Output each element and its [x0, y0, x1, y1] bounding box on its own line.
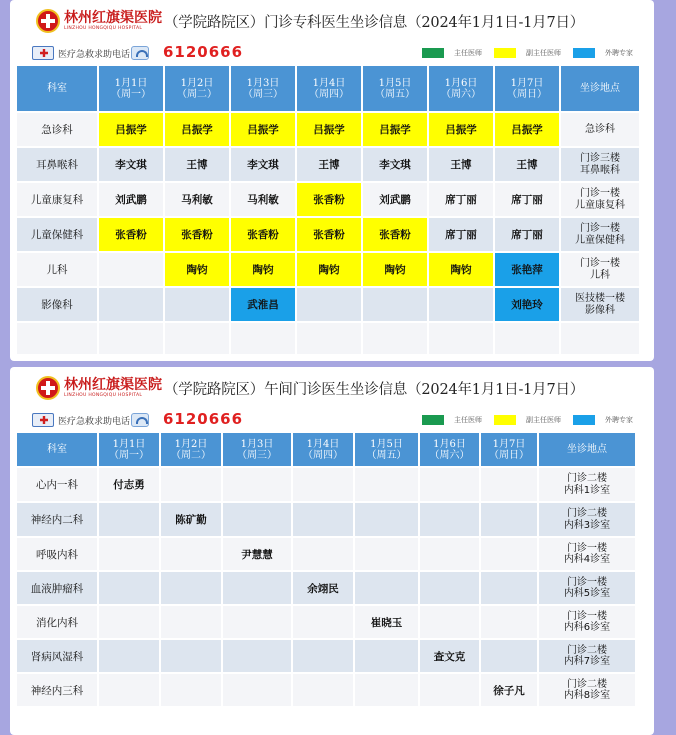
- header-day: [363, 66, 427, 111]
- doctor-cell: [481, 468, 537, 501]
- dept-cell: 儿科: [17, 253, 97, 286]
- header-day: [429, 66, 493, 111]
- table-row: [17, 253, 639, 286]
- doctor-cell: [161, 468, 221, 501]
- location-cell: [539, 538, 635, 570]
- header-location: 坐诊地点: [561, 66, 639, 111]
- header-weekday: （周六）: [441, 88, 481, 100]
- doctor-cell: 刘武鹏: [99, 183, 163, 216]
- dept-cell: 神经内二科: [17, 503, 97, 536]
- doctor-cell: [481, 538, 537, 570]
- legend-item: [494, 48, 561, 58]
- doctor-cell: 席丁丽: [495, 183, 559, 216]
- header-day: [481, 433, 537, 466]
- doctor-cell: [429, 288, 493, 321]
- location-line: 内科4诊室: [563, 554, 611, 565]
- emergency-label: 医疗急救求助电话: [58, 50, 131, 60]
- header-weekday: （周一）: [111, 88, 151, 100]
- doctor-cell: [223, 640, 291, 672]
- location-line: 内科6诊室: [563, 622, 611, 633]
- doctor-cell: [481, 503, 537, 536]
- header-date: 1月2日: [180, 77, 214, 89]
- doctor-cell: 张香粉: [297, 183, 361, 216]
- doctor-cell: [161, 640, 221, 672]
- doctor-cell: 崔晓玉: [355, 606, 418, 638]
- doctor-cell: [293, 640, 353, 672]
- doctor-cell: [161, 572, 221, 604]
- doctor-cell: 吕振学: [297, 113, 361, 146]
- doctor-cell: 马利敏: [165, 183, 229, 216]
- location-cell: [561, 218, 639, 251]
- doctor-cell: [161, 538, 221, 570]
- doctor-cell: [99, 572, 159, 604]
- location-line: 儿童康复科: [575, 199, 625, 211]
- doctor-cell: 马利敏: [231, 183, 295, 216]
- table-header-row: [17, 433, 635, 466]
- location-cell: [539, 640, 635, 672]
- emergency-label: 医疗急救求助电话: [58, 417, 131, 427]
- info-bar: [10, 409, 654, 431]
- location-line: 门诊一楼: [567, 576, 607, 588]
- dept-cell: 心内一科: [17, 468, 97, 501]
- doctor-cell: 张香粉: [165, 218, 229, 251]
- table-row: [17, 606, 635, 638]
- table-row: [17, 288, 639, 321]
- header-day: [99, 66, 163, 111]
- table-row: [17, 218, 639, 251]
- header-weekday: （周日）: [489, 449, 529, 461]
- doctor-cell: 陶钧: [429, 253, 493, 286]
- legend-swatch: [573, 48, 595, 58]
- doctor-cell: [420, 503, 479, 536]
- location-line: 儿童保健科: [575, 234, 625, 246]
- table-row: [17, 183, 639, 216]
- hospital-brand: [64, 378, 162, 399]
- doctor-cell: [165, 288, 229, 321]
- legend-label: 外聘专家: [605, 49, 633, 57]
- doctor-cell: 陶钧: [165, 253, 229, 286]
- header-weekday: （周三）: [237, 449, 277, 461]
- location-cell: [561, 183, 639, 216]
- table-row: [17, 148, 639, 181]
- doctor-cell: [99, 288, 163, 321]
- location-line: 医技楼一楼: [575, 293, 625, 304]
- header-day: [223, 433, 291, 466]
- doctor-cell: [420, 538, 479, 570]
- doctor-cell: [481, 640, 537, 672]
- header-dept: 科室: [17, 66, 97, 111]
- legend-swatch: [573, 415, 595, 425]
- dept-cell: 影像科: [17, 288, 97, 321]
- doctor-cell: 李文琪: [363, 148, 427, 181]
- doctor-cell: [99, 640, 159, 672]
- doctor-cell: 武淮昌: [231, 288, 295, 321]
- doctor-cell: [429, 323, 493, 354]
- table-header-row: [17, 66, 639, 111]
- doctor-cell: [355, 674, 418, 706]
- schedule-header: [10, 367, 654, 409]
- location-line: 影像科: [585, 304, 615, 316]
- doctor-cell: [99, 253, 163, 286]
- header-weekday: （周六）: [429, 449, 470, 461]
- table-row: [17, 113, 639, 146]
- header-date: 1月7日: [492, 438, 526, 450]
- doctor-cell: 陶钧: [231, 253, 295, 286]
- doctor-cell: [165, 323, 229, 354]
- doctor-cell: 王博: [165, 148, 229, 181]
- doctor-cell: 吕振学: [429, 113, 493, 146]
- ambulance-icon: [32, 413, 54, 427]
- phone-icon: [131, 413, 149, 427]
- doctor-cell: 吕振学: [363, 113, 427, 146]
- hospital-brand: [64, 11, 162, 32]
- legend-label: 主任医师: [454, 416, 482, 424]
- dept-cell: 肾病风湿科: [17, 640, 97, 672]
- doctor-cell: [293, 674, 353, 706]
- phone-icon: [131, 46, 149, 60]
- doctor-cell: 李文琪: [231, 148, 295, 181]
- location-line: 内科7诊室: [563, 656, 611, 667]
- location-line: 门诊一楼: [567, 542, 607, 554]
- doctor-cell: [420, 572, 479, 604]
- doctor-cell: [161, 606, 221, 638]
- header-date: 1月4日: [312, 77, 346, 89]
- doctor-cell: 陶钧: [297, 253, 361, 286]
- doctor-cell: [223, 606, 291, 638]
- header-date: 1月1日: [112, 438, 146, 450]
- header-weekday: （周五）: [366, 449, 407, 461]
- doctor-cell: [481, 606, 537, 638]
- table-row: [17, 468, 635, 501]
- table-row: [17, 640, 635, 672]
- doctor-cell: [355, 572, 418, 604]
- legend-swatch: [422, 48, 444, 58]
- doctor-cell: 张香粉: [231, 218, 295, 251]
- doctor-cell: [420, 606, 479, 638]
- legend: [422, 415, 645, 425]
- doctor-cell: [420, 468, 479, 501]
- header-day: [161, 433, 221, 466]
- doctor-cell: 吕振学: [231, 113, 295, 146]
- doctor-cell: [355, 503, 418, 536]
- doctor-cell: [99, 606, 159, 638]
- doctor-cell: 席丁丽: [429, 218, 493, 251]
- doctor-cell: 吕振学: [495, 113, 559, 146]
- doctor-cell: [223, 674, 291, 706]
- dept-cell: 血液肿瘤科: [17, 572, 97, 604]
- legend-item: [494, 415, 561, 425]
- header-day: [297, 66, 361, 111]
- table-row: [17, 503, 635, 536]
- header-date: 1月5日: [370, 438, 403, 450]
- dept-cell: 耳鼻喉科: [17, 148, 97, 181]
- header-date: 1月3日: [240, 438, 274, 450]
- doctor-cell: 王博: [297, 148, 361, 181]
- doctor-cell: [99, 323, 163, 354]
- header-date: 1月3日: [246, 77, 280, 89]
- header-weekday: （周二）: [177, 88, 217, 100]
- dept-cell: 呼吸内科: [17, 538, 97, 570]
- schedule-title: （学院路院区）午间门诊医生坐诊信息（2024年1月1日-1月7日）: [164, 381, 585, 398]
- doctor-cell: [420, 674, 479, 706]
- location-line: 内科3诊室: [563, 519, 611, 531]
- header-weekday: （周四）: [309, 88, 349, 100]
- header-weekday: （周三）: [243, 88, 283, 100]
- doctor-cell: [355, 640, 418, 672]
- doctor-cell: [297, 323, 361, 354]
- location-cell: [539, 606, 635, 638]
- location-line: 门诊二楼: [567, 473, 607, 484]
- ambulance-icon: [32, 46, 54, 60]
- legend-item: [422, 48, 482, 58]
- location-cell: [539, 468, 635, 501]
- location-cell: [539, 503, 635, 536]
- doctor-cell: [363, 323, 427, 354]
- doctor-cell: [223, 468, 291, 501]
- header-day: [99, 433, 159, 466]
- doctor-cell: 席丁丽: [495, 218, 559, 251]
- location-line: 门诊二楼: [567, 644, 607, 656]
- schedule-title: （学院路院区）门诊专科医生坐诊信息（2024年1月1日-1月7日）: [164, 14, 585, 31]
- header-weekday: （周一）: [109, 449, 149, 461]
- legend-item: [573, 415, 633, 425]
- legend-item: [573, 48, 633, 58]
- doctor-cell: 吕振学: [99, 113, 163, 146]
- location-cell: [561, 113, 639, 146]
- doctor-cell: [363, 288, 427, 321]
- hospital-name-en: LINZHOU HONGQIQU HOSPITAL: [64, 25, 143, 31]
- doctor-cell: 李文琪: [99, 148, 163, 181]
- specialist-schedule-card: [10, 0, 654, 361]
- legend-label: 副主任医师: [526, 416, 561, 424]
- dept-cell: [17, 323, 97, 354]
- header-date: 1月2日: [174, 438, 208, 450]
- dept-cell: 儿童保健科: [17, 218, 97, 251]
- header-weekday: （周二）: [171, 449, 211, 461]
- doctor-cell: 张香粉: [363, 218, 427, 251]
- doctor-cell: 张香粉: [99, 218, 163, 251]
- location-cell: [561, 323, 639, 354]
- doctor-cell: [293, 503, 353, 536]
- header-day: [293, 433, 353, 466]
- emergency-phone: 6120666: [163, 43, 244, 61]
- header-day: [231, 66, 295, 111]
- specialist-schedule-table: [15, 64, 641, 356]
- doctor-cell: 余翊民: [293, 572, 353, 604]
- location-line: 门诊二楼: [567, 508, 607, 519]
- header-weekday: （周五）: [375, 88, 415, 100]
- location-cell: [539, 572, 635, 604]
- doctor-cell: 付志勇: [99, 468, 159, 501]
- legend-label: 副主任医师: [526, 49, 561, 57]
- doctor-cell: [495, 323, 559, 354]
- legend-swatch: [494, 415, 516, 425]
- header-date: 1月4日: [306, 438, 340, 450]
- header-date: 1月7日: [510, 77, 544, 89]
- doctor-cell: 王博: [429, 148, 493, 181]
- doctor-cell: [355, 468, 418, 501]
- header-dept: 科室: [17, 433, 97, 466]
- location-cell: [561, 148, 639, 181]
- doctor-cell: [99, 538, 159, 570]
- table-row: [17, 323, 639, 354]
- emergency-phone: 6120666: [163, 410, 244, 428]
- dept-cell: 神经内三科: [17, 674, 97, 706]
- location-line: 内科1诊室: [563, 484, 611, 496]
- location-line: 门诊二楼: [567, 678, 607, 690]
- location-line: 急诊科: [585, 123, 615, 135]
- legend-item: [422, 415, 482, 425]
- doctor-cell: 查文克: [420, 640, 479, 672]
- legend-swatch: [494, 48, 516, 58]
- info-bar: [10, 42, 654, 64]
- header-date: 1月6日: [444, 77, 478, 89]
- doctor-cell: [293, 468, 353, 501]
- dept-cell: 儿童康复科: [17, 183, 97, 216]
- schedule-header: [10, 0, 654, 42]
- doctor-cell: 席丁丽: [429, 183, 493, 216]
- hospital-logo-icon: [36, 9, 60, 33]
- legend-label: 外聘专家: [605, 416, 633, 424]
- table-row: [17, 674, 635, 706]
- doctor-cell: 陶钧: [363, 253, 427, 286]
- doctor-cell: [99, 674, 159, 706]
- header-day: [355, 433, 418, 466]
- doctor-cell: 刘艳玲: [495, 288, 559, 321]
- location-line: 内科5诊室: [563, 588, 611, 599]
- location-line: 门诊一楼: [580, 223, 620, 234]
- location-cell: [561, 288, 639, 321]
- location-line: 门诊一楼: [567, 610, 607, 622]
- doctor-cell: 陈矿勤: [161, 503, 221, 536]
- location-line: 门诊一楼: [580, 188, 620, 199]
- noon-schedule-table: [15, 431, 637, 708]
- noon-schedule-card: [10, 367, 654, 735]
- legend-label: 主任医师: [454, 49, 482, 57]
- header-day: [420, 433, 479, 466]
- location-cell: [561, 253, 639, 286]
- doctor-cell: 尹慧慧: [223, 538, 291, 570]
- location-line: 门诊三楼: [580, 153, 620, 164]
- header-location: 坐诊地点: [539, 433, 635, 466]
- header-weekday: （周日）: [507, 88, 547, 100]
- dept-cell: 急诊科: [17, 113, 97, 146]
- header-date: 1月6日: [433, 438, 466, 450]
- doctor-cell: 王博: [495, 148, 559, 181]
- doctor-cell: 徐子凡: [481, 674, 537, 706]
- doctor-cell: [293, 606, 353, 638]
- doctor-cell: [481, 572, 537, 604]
- hospital-name-en: LINZHOU HONGQIQU HOSPITAL: [64, 392, 143, 398]
- dept-cell: 消化内科: [17, 606, 97, 638]
- hospital-name: 林州红旗渠医院: [64, 9, 162, 26]
- table-row: [17, 572, 635, 604]
- location-line: 儿科: [590, 269, 610, 281]
- header-weekday: （周四）: [303, 449, 343, 461]
- doctor-cell: 吕振学: [165, 113, 229, 146]
- location-line: 门诊一楼: [580, 258, 620, 269]
- location-line: 耳鼻喉科: [580, 164, 620, 176]
- location-line: 内科8诊室: [563, 690, 611, 701]
- doctor-cell: [297, 288, 361, 321]
- header-date: 1月1日: [114, 77, 148, 89]
- doctor-cell: [223, 572, 291, 604]
- doctor-cell: [293, 538, 353, 570]
- doctor-cell: 张香粉: [297, 218, 361, 251]
- legend-swatch: [422, 415, 444, 425]
- doctor-cell: 刘武鹏: [363, 183, 427, 216]
- legend: [422, 48, 645, 58]
- doctor-cell: 张艳萍: [495, 253, 559, 286]
- hospital-name: 林州红旗渠医院: [64, 376, 162, 393]
- location-cell: [539, 674, 635, 706]
- doctor-cell: [99, 503, 159, 536]
- header-date: 1月5日: [378, 77, 412, 89]
- hospital-logo-icon: [36, 376, 60, 400]
- doctor-cell: [355, 538, 418, 570]
- doctor-cell: [231, 323, 295, 354]
- table-row: [17, 538, 635, 570]
- header-day: [165, 66, 229, 111]
- doctor-cell: [161, 674, 221, 706]
- header-day: [495, 66, 559, 111]
- doctor-cell: [223, 503, 291, 536]
